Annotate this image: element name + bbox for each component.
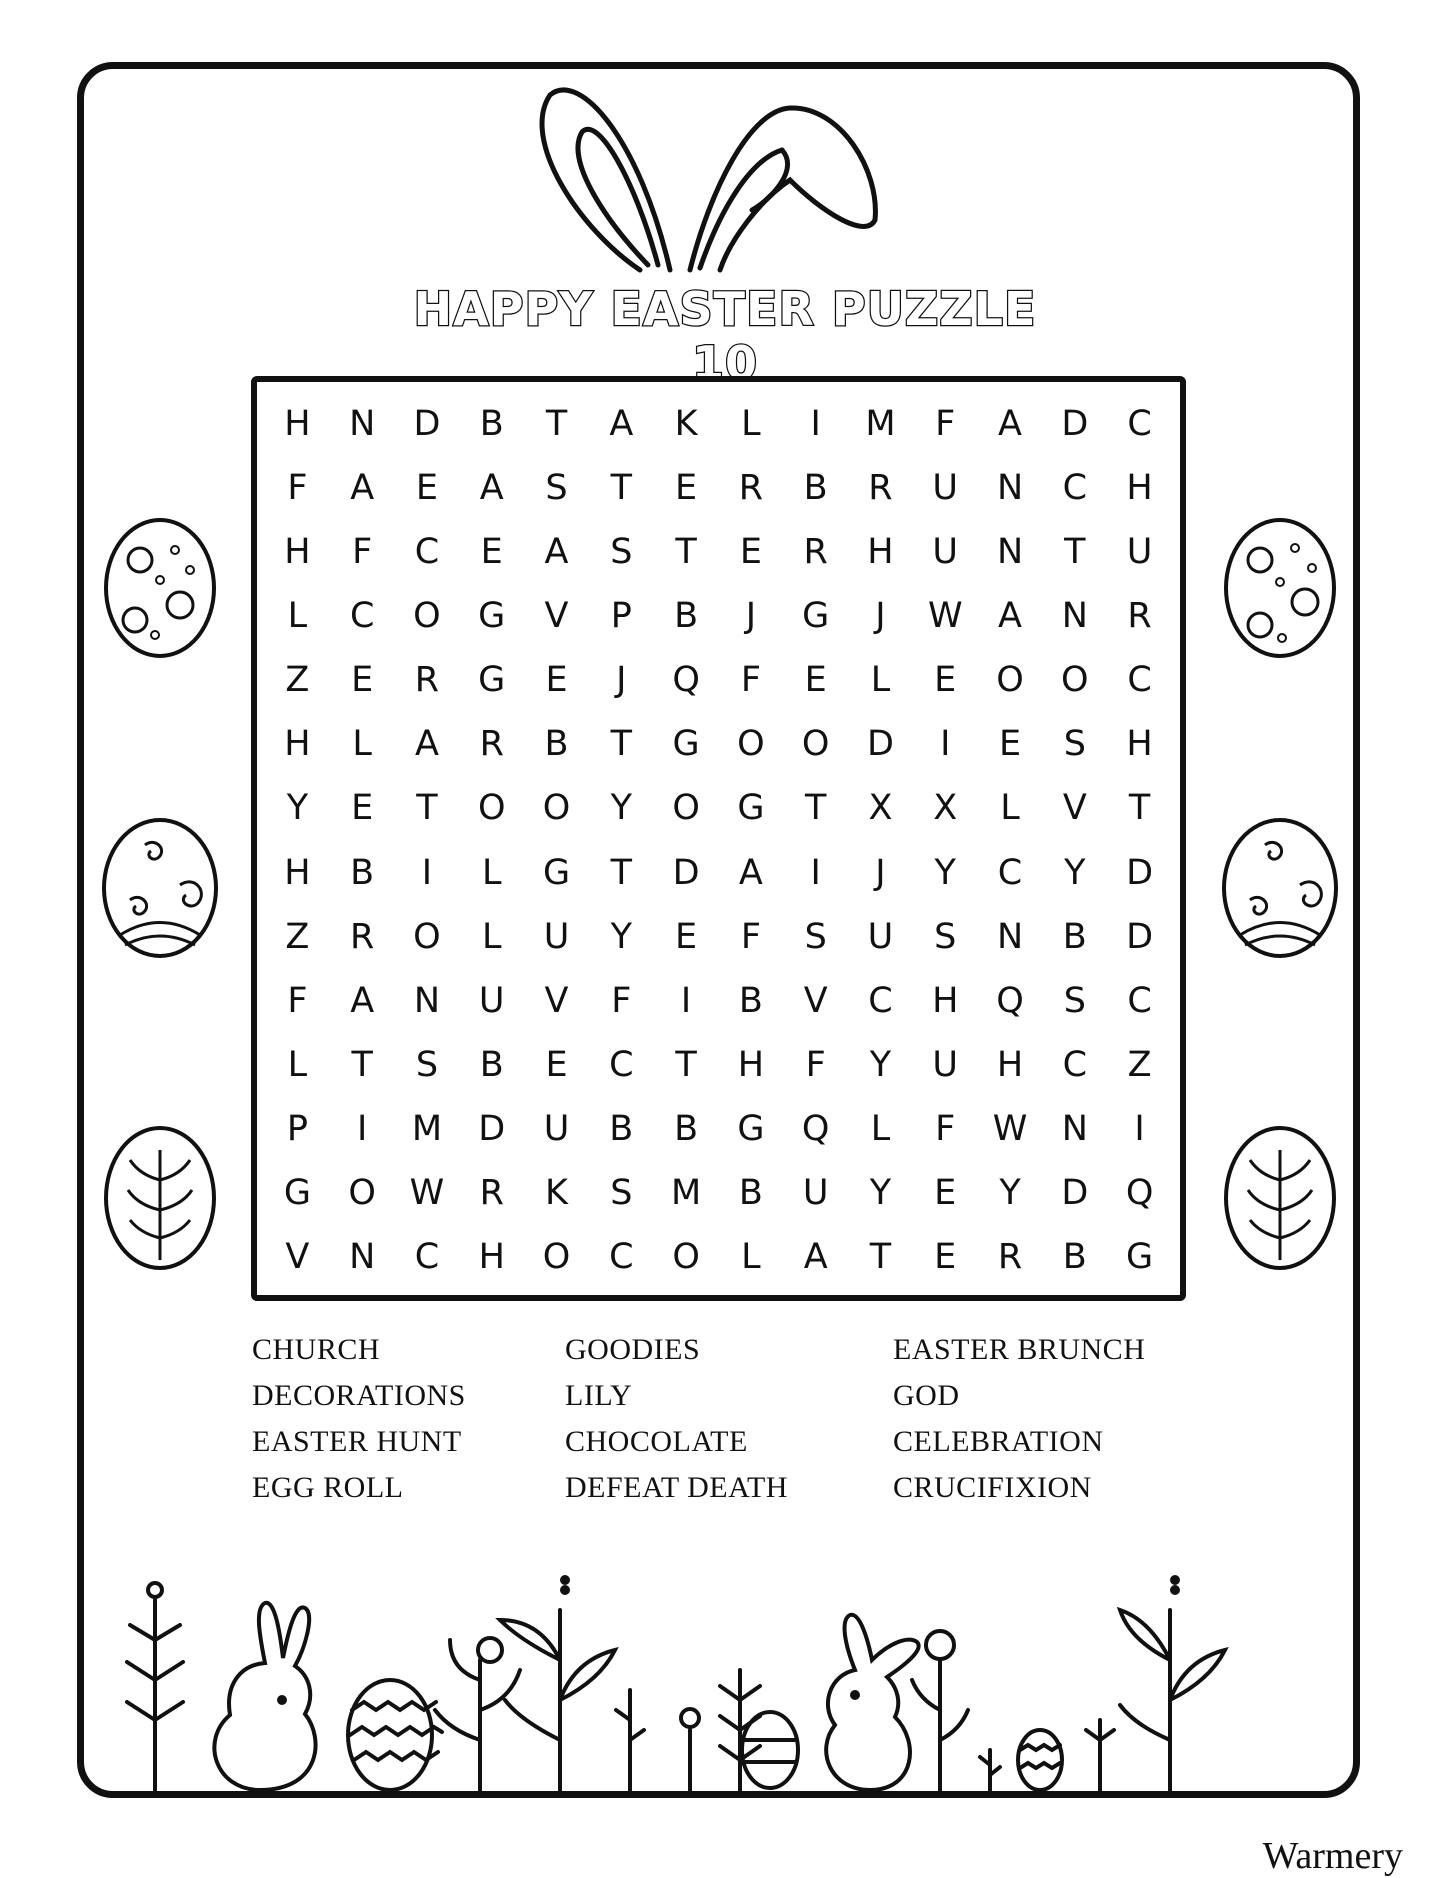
grid-letter: B bbox=[738, 980, 763, 1021]
grid-letter: D bbox=[1126, 852, 1154, 893]
grid-letter: B bbox=[738, 1172, 763, 1213]
word-search-grid bbox=[251, 376, 1186, 1301]
grid-letter: G bbox=[737, 788, 765, 829]
grid-letter: F bbox=[805, 1044, 826, 1085]
grid-letter: B bbox=[479, 404, 504, 445]
grid-letter: F bbox=[935, 1108, 956, 1149]
grid-letter: Y bbox=[610, 788, 632, 829]
grid-letter: J bbox=[875, 596, 886, 637]
grid-letter: N bbox=[996, 532, 1024, 573]
grid-letter: M bbox=[865, 404, 896, 445]
grid-letter: W bbox=[992, 1108, 1028, 1149]
grid-letter: A bbox=[738, 852, 763, 893]
grid-letter: J bbox=[875, 852, 886, 893]
grid-letter: L bbox=[741, 1236, 761, 1277]
grid-letter: H bbox=[996, 1044, 1024, 1085]
grid-letter: U bbox=[478, 980, 505, 1021]
grid-letter: J bbox=[745, 596, 757, 637]
grid-letter: R bbox=[479, 1172, 504, 1213]
easter-egg-icon bbox=[1220, 810, 1340, 960]
word-list-item: EASTER BRUNCH bbox=[893, 1333, 1146, 1366]
grid-letter: G bbox=[478, 660, 506, 701]
grid-letter: G bbox=[542, 852, 571, 893]
grid-letter: G bbox=[672, 724, 700, 765]
grid-letter: T bbox=[610, 468, 632, 509]
grid-letter: O bbox=[996, 660, 1024, 701]
grid-letter: F bbox=[287, 980, 308, 1021]
word-list bbox=[252, 1330, 1212, 1508]
grid-letter: A bbox=[998, 596, 1022, 637]
grid-letter: B bbox=[1062, 916, 1087, 957]
easter-egg-icon bbox=[1220, 1120, 1340, 1270]
word-list-item: CRUCIFIXION bbox=[893, 1471, 1092, 1504]
grid-letter: Y bbox=[610, 916, 632, 957]
grid-letter: A bbox=[998, 404, 1022, 445]
grid-letter: T bbox=[1064, 532, 1086, 573]
word-list-item: LILY bbox=[565, 1379, 633, 1412]
grid-letter: R bbox=[350, 916, 375, 957]
grid-letter: E bbox=[934, 660, 957, 701]
grid-letter: U bbox=[543, 916, 570, 957]
grid-letter: Y bbox=[286, 788, 309, 829]
grid-letter: C bbox=[997, 852, 1023, 893]
grid-letter: Q bbox=[801, 1108, 830, 1149]
grid-letter: G bbox=[802, 596, 830, 637]
grid-letter: X bbox=[933, 788, 958, 829]
grid-letter: D bbox=[1061, 1172, 1089, 1213]
grid-letter: T bbox=[675, 532, 697, 573]
word-list-item: DEFEAT DEATH bbox=[565, 1471, 788, 1504]
grid-letter: C bbox=[414, 1236, 440, 1277]
grid-letter: G bbox=[1126, 1236, 1154, 1277]
grid-letter: F bbox=[740, 916, 761, 957]
word-list-item: CELEBRATION bbox=[893, 1425, 1104, 1458]
grid-letter: Z bbox=[1127, 1044, 1152, 1085]
grid-letter: C bbox=[868, 980, 893, 1021]
grid-letter: A bbox=[544, 532, 569, 573]
grid-letter: S bbox=[545, 468, 568, 509]
grid-letter: C bbox=[1062, 1044, 1088, 1085]
grid-letter: B bbox=[609, 1108, 634, 1149]
grid-letter: O bbox=[672, 1236, 700, 1277]
grid-letter: U bbox=[932, 1044, 959, 1085]
grid-letter: U bbox=[867, 916, 894, 957]
grid-letter: C bbox=[1127, 980, 1152, 1021]
grid-letter: R bbox=[414, 660, 440, 701]
grid-letter: Y bbox=[999, 1172, 1021, 1213]
grid-letter: Y bbox=[934, 852, 956, 893]
grid-letter: R bbox=[803, 532, 828, 573]
grid-letter: N bbox=[996, 468, 1024, 509]
grid-letter: E bbox=[351, 660, 374, 701]
grid-letter: T bbox=[351, 1044, 373, 1085]
grid-letter: V bbox=[544, 980, 569, 1021]
word-list-item: GOODIES bbox=[565, 1333, 701, 1366]
easter-egg-icon bbox=[100, 510, 220, 660]
grid-letter: O bbox=[477, 788, 506, 829]
grid-letter: N bbox=[349, 404, 376, 445]
grid-letter: C bbox=[1127, 660, 1152, 701]
grid-letter: G bbox=[478, 596, 506, 637]
grid-letter: Y bbox=[1064, 852, 1086, 893]
grid-letter: A bbox=[479, 468, 504, 509]
grid-letter: E bbox=[998, 724, 1022, 765]
grid-letter: U bbox=[932, 532, 959, 573]
grid-letter: K bbox=[674, 404, 698, 445]
grid-letter: F bbox=[740, 660, 761, 701]
grid-letter: W bbox=[927, 596, 963, 637]
grid-letter: D bbox=[1126, 916, 1154, 957]
grid-letter: H bbox=[1126, 468, 1153, 509]
grid-letter: I bbox=[940, 724, 951, 765]
word-list-item: CHURCH bbox=[252, 1333, 381, 1366]
grid-letter: X bbox=[868, 788, 893, 829]
grid-letter: E bbox=[415, 468, 439, 509]
grid-letter: Q bbox=[1125, 1172, 1154, 1213]
grid-letter: T bbox=[610, 852, 632, 893]
grid-letter: A bbox=[350, 468, 375, 509]
grid-letter: A bbox=[414, 724, 439, 765]
grid-letter: G bbox=[283, 1172, 311, 1213]
grid-letter: I bbox=[1134, 1108, 1145, 1149]
grid-letter: V bbox=[803, 980, 828, 1021]
grid-letter: B bbox=[479, 1044, 504, 1085]
grid-letter: S bbox=[1063, 724, 1086, 765]
grid-letter: F bbox=[611, 980, 632, 1021]
grid-letter: B bbox=[674, 1108, 699, 1149]
grid-letter: L bbox=[287, 1044, 308, 1085]
grid-letter: E bbox=[739, 532, 762, 573]
grid-letter: S bbox=[1063, 980, 1086, 1021]
grid-letter: S bbox=[804, 916, 827, 957]
grid-letter: N bbox=[413, 980, 441, 1021]
grid-letter: H bbox=[284, 724, 311, 765]
grid-letter: A bbox=[609, 404, 634, 445]
grid-letter: E bbox=[480, 532, 503, 573]
grid-letter: C bbox=[609, 1044, 634, 1085]
grid-letter: V bbox=[285, 1236, 310, 1277]
grid-letter: H bbox=[1126, 724, 1153, 765]
puzzle-title: HAPPY EASTER PUZZLE 10 bbox=[413, 282, 1037, 390]
grid-letter: T bbox=[610, 724, 632, 765]
grid-letter: T bbox=[804, 788, 827, 829]
grid-letter: T bbox=[1128, 788, 1151, 829]
grid-letter: K bbox=[545, 1172, 568, 1213]
grid-letter: I bbox=[421, 852, 433, 893]
grid-letter: F bbox=[935, 404, 956, 445]
grid-letter: N bbox=[349, 1236, 376, 1277]
grid-letter: N bbox=[1061, 596, 1088, 637]
grid-letter: R bbox=[738, 468, 764, 509]
bottom-decoration bbox=[110, 1570, 1330, 1795]
grid-letter: G bbox=[737, 1108, 765, 1149]
grid-letter: M bbox=[411, 1108, 443, 1149]
grid-letter: D bbox=[478, 1108, 506, 1149]
grid-letter: B bbox=[674, 596, 699, 637]
grid-letter: E bbox=[804, 660, 827, 701]
word-list-item: EASTER HUNT bbox=[252, 1425, 462, 1458]
grid-letter: E bbox=[351, 788, 374, 829]
brand-name: Warmery bbox=[1262, 1835, 1403, 1877]
grid-letter: T bbox=[869, 1236, 892, 1277]
grid-letter: C bbox=[1062, 468, 1088, 509]
grid-letter: O bbox=[737, 724, 765, 765]
grid-letter: B bbox=[350, 852, 375, 893]
grid-letter: O bbox=[348, 1172, 376, 1213]
grid-letter: Y bbox=[869, 1172, 892, 1213]
grid-letter: U bbox=[802, 1172, 829, 1213]
grid-letter: O bbox=[1061, 660, 1089, 701]
word-list-item: CHOCOLATE bbox=[565, 1425, 748, 1458]
grid-letter: F bbox=[287, 468, 308, 509]
grid-letter: T bbox=[675, 1044, 697, 1085]
grid-letter: R bbox=[997, 1236, 1023, 1277]
word-list-item: DECORATIONS bbox=[252, 1379, 466, 1412]
grid-letter: B bbox=[803, 468, 828, 509]
grid-letter: S bbox=[610, 532, 633, 573]
grid-letter: O bbox=[542, 1236, 571, 1277]
grid-letter: H bbox=[737, 1044, 765, 1085]
grid-letter: P bbox=[610, 596, 632, 637]
grid-letter: E bbox=[675, 916, 698, 957]
grid-letter: Z bbox=[285, 916, 310, 957]
grid-letter: O bbox=[413, 916, 441, 957]
bunny-ears-icon bbox=[520, 80, 900, 280]
word-list-item: EGG ROLL bbox=[252, 1471, 404, 1504]
word-list-item: GOD bbox=[893, 1379, 960, 1412]
grid-letter: E bbox=[934, 1172, 957, 1213]
grid-letter: I bbox=[810, 404, 821, 445]
grid-letter: P bbox=[286, 1108, 308, 1149]
grid-letter: V bbox=[1062, 788, 1087, 829]
grid-letter: Y bbox=[869, 1044, 892, 1085]
grid-letter: L bbox=[481, 852, 502, 893]
grid-letter: R bbox=[868, 468, 893, 509]
grid-letter: C bbox=[414, 532, 440, 573]
grid-letter: L bbox=[741, 404, 761, 445]
grid-letter: H bbox=[478, 1236, 505, 1277]
grid-letter: L bbox=[352, 724, 372, 765]
grid-letter: E bbox=[545, 1044, 568, 1085]
grid-letter: H bbox=[284, 532, 311, 573]
grid-letter: U bbox=[1126, 532, 1153, 573]
easter-egg-icon bbox=[1220, 510, 1340, 660]
grid-letter: L bbox=[870, 1108, 891, 1149]
grid-letter: D bbox=[672, 852, 700, 893]
grid-letter: D bbox=[1061, 404, 1089, 445]
grid-letter: I bbox=[680, 980, 692, 1021]
grid-letter: V bbox=[544, 596, 569, 637]
grid-letter: Q bbox=[996, 980, 1024, 1021]
grid-letter: E bbox=[934, 1236, 957, 1277]
grid-letter: T bbox=[416, 788, 438, 829]
grid-letter: D bbox=[413, 404, 441, 445]
grid-letter: L bbox=[287, 596, 308, 637]
grid-letter: H bbox=[284, 404, 311, 445]
grid-letter: Z bbox=[285, 660, 310, 701]
grid-letter: S bbox=[415, 1044, 439, 1085]
grid-letter: S bbox=[934, 916, 957, 957]
grid-letter: A bbox=[803, 1236, 828, 1277]
grid-letter: U bbox=[543, 1108, 570, 1149]
grid-letter: U bbox=[932, 468, 959, 509]
grid-letter: N bbox=[996, 916, 1024, 957]
grid-letter: L bbox=[481, 916, 502, 957]
grid-letter: H bbox=[867, 532, 894, 573]
grid-letter: A bbox=[350, 980, 375, 1021]
grid-letter: O bbox=[672, 788, 700, 829]
grid-letter: S bbox=[610, 1172, 633, 1213]
grid-letter: N bbox=[1061, 1108, 1088, 1149]
easter-egg-icon bbox=[100, 810, 220, 960]
grid-letter: R bbox=[479, 724, 504, 765]
grid-letter: H bbox=[284, 852, 311, 893]
grid-letter: D bbox=[866, 724, 894, 765]
grid-letter: C bbox=[1127, 404, 1152, 445]
grid-letter: C bbox=[349, 596, 375, 637]
grid-letter: T bbox=[545, 404, 568, 445]
grid-letter: O bbox=[413, 596, 441, 637]
grid-letter: I bbox=[357, 1108, 368, 1149]
grid-letter: O bbox=[542, 788, 571, 829]
grid-letter: F bbox=[352, 532, 373, 573]
grid-letter: Q bbox=[672, 660, 700, 701]
grid-letter: E bbox=[675, 468, 698, 509]
grid-letter: C bbox=[609, 1236, 634, 1277]
easter-egg-icon bbox=[100, 1120, 220, 1270]
grid-letter: R bbox=[1127, 596, 1152, 637]
grid-letter: J bbox=[616, 660, 627, 701]
grid-letter: B bbox=[1062, 1236, 1087, 1277]
grid-letter: L bbox=[1000, 788, 1020, 829]
grid-letter: B bbox=[544, 724, 569, 765]
grid-letter: W bbox=[409, 1172, 445, 1213]
grid-letter: I bbox=[810, 852, 821, 893]
grid-letter: E bbox=[545, 660, 568, 701]
grid-letter: M bbox=[670, 1172, 702, 1213]
grid-letter: H bbox=[932, 980, 959, 1021]
grid-letter: L bbox=[870, 660, 891, 701]
grid-letter: O bbox=[801, 724, 830, 765]
